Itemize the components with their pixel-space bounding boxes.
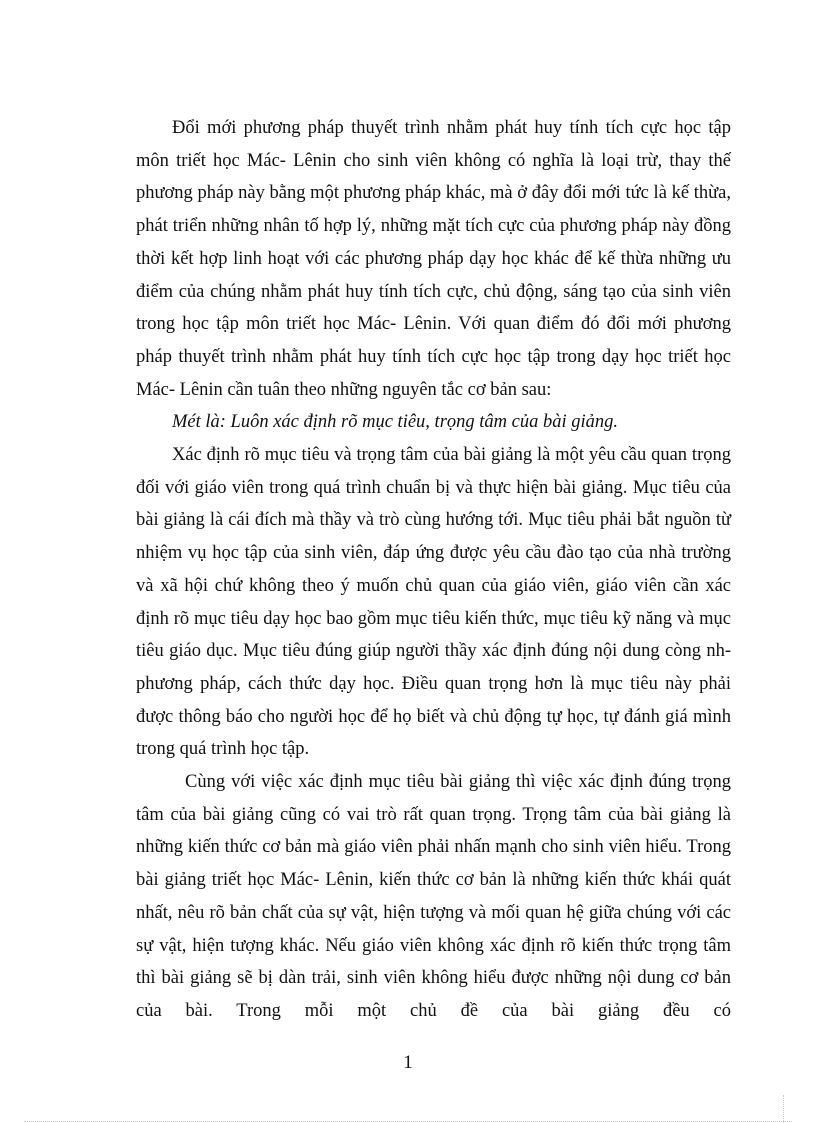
page-bottom-border [24, 1121, 792, 1122]
page-corner-marker [783, 1095, 784, 1123]
paragraph-focus: Cùng với việc xác định mục tiêu bài giảng thì việc xác định đúng trọng tâm của bài giảng cũng có vai trò rất quan trọng. Trọng tâm của bài giảng là những kiến thức cơ bản mà giáo viên phải nhấn mạnh cho sinh viên hiểu. Trong bài giảng triết học Mác- Lênin, kiến thức cơ bản là những kiến thức khái quát nhất, nêu rõ bản chất của sự vật, hiện tượng và mối quan hệ giữa chúng với các sự vật, hiện tượng khác. Nếu giáo viên không xác định rõ kiến thức trọng tâm thì bài giảng sẽ bị dàn trải, sinh viên không hiểu được những nội dung cơ bản của bài. Trong mỗi một chủ đề của bài giảng đều có [136, 772, 731, 1021]
body-text [136, 112, 731, 1028]
page-number: 1 [403, 1052, 413, 1073]
paragraph-principle-heading: Mét là: Luôn xác định rõ mục tiêu, trọng tâm của bài giảng. [172, 412, 619, 433]
paragraph-intro: Đổi mới phương pháp thuyết trình nhằm phát huy tính tích cực học tập môn triết học Mác- Lênin cho sinh viên không có nghĩa là loại trừ, thay thế phương pháp này bằng một phương pháp khác, mà ở đây đổi mới tức là kế thừa, phát triển những nhân tố hợp lý, những mặt tích cực của phương pháp này đồng thời kết hợp linh hoạt với các phương pháp dạy học khác để kế thừa những ưu điểm của chúng nhằm phát huy tính tích cực, chủ động, sáng tạo của sinh viên trong học tập môn triết học Mác- Lênin. Với quan điểm đó đổi mới phương pháp thuyết trình nhằm phát huy tính tích cực học tập trong dạy học triết học Mác- Lênin cần tuân theo những nguyên tắc cơ bản sau: [136, 118, 731, 400]
paragraph-objectives: Xác định rõ mục tiêu và trọng tâm của bài giảng là một yêu cầu quan trọng đối với giáo viên trong quá trình chuẩn bị và thực hiện bài giảng. Mục tiêu của bài giảng là cái đích mà thầy và trò cùng hướng tới. Mục tiêu phải bắt nguồn từ nhiệm vụ học tập của sinh viên, đáp ứng được yêu cầu đào tạo của nhà trường và xã hội chứ không theo ý muốn chủ quan của giáo viên, giáo viên cần xác định rõ mục tiêu dạy học bao gồm mục tiêu kiến thức, mục tiêu kỹ năng và mục tiêu giáo dục. Mục tiêu đúng giúp người thầy xác định đúng nội dung còng nh phương pháp, cách thức dạy học. Điều quan trọng hơn là mục tiêu này phải được thông báo cho người học để họ biết và chủ động tự học, tự đánh giá mình trong quá trình học tập. [136, 445, 731, 760]
